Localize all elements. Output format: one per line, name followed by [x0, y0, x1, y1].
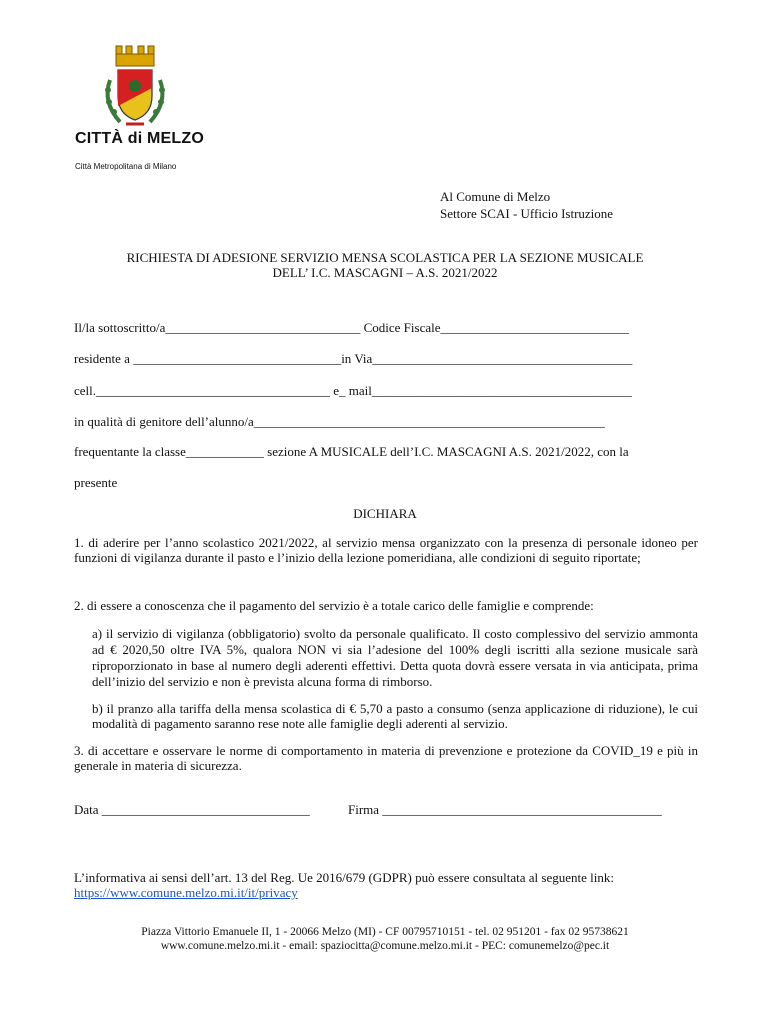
point-3: 3. di accettare e osservare le norme di comportamento in materia di prevenzione e protezione da COVID_19 e più in generale in materia di sicurezza.: [74, 743, 698, 773]
signature-field[interactable]: Firma ___________________________________________: [348, 802, 662, 817]
point-2: 2. di essere a conoscenza che il pagamento del servizio è a totale carico delle famiglie e comprende:: [74, 598, 594, 613]
city-name: CITTÀ di MELZO: [75, 130, 205, 147]
recipient-address: [440, 188, 613, 222]
field-class[interactable]: frequentante la classe____________ sezione A MUSICALE dell’I.C. MASCAGNI A.S. 2021/2022, con la: [74, 444, 629, 459]
coat-of-arms-logo: [96, 40, 174, 132]
coat-of-arms-icon: [96, 40, 174, 132]
point-1: 1. di aderire per l’anno scolastico 2021/2022, al servizio mensa organizzato con la presenza di personale idoneo per funzioni di vigilanza durante il pasto e l’inizio della lezione pomeridiana, alle condizioni di seguito riportate;: [74, 535, 698, 565]
recipient-line-2: Settore SCAI - Ufficio Istruzione: [440, 206, 614, 221]
footer-address: Piazza Vittorio Emanuele II, 1 - 20066 Melzo (MI) - CF 00795710151 - tel. 02 951201 - fax 02 95738621: [141, 926, 629, 938]
footer-contacts: www.comune.melzo.mi.it - email: spaziocitta@comune.melzo.mi.it - PEC: comunemelzo@pec.it: [160, 940, 610, 952]
field-presente: presente: [74, 475, 118, 490]
field-contact[interactable]: cell.____________________________________ e_ mail________________________________________: [74, 383, 632, 398]
dichiara-heading: DICHIARA: [353, 506, 417, 521]
footer: [60, 925, 710, 953]
recipient-line-1: Al Comune di Melzo: [440, 189, 551, 204]
title-line-2: DELL’ I.C. MASCAGNI – A.S. 2021/2022: [272, 265, 498, 280]
city-subtitle: Città Metropolitana di Milano: [75, 162, 177, 171]
privacy-link[interactable]: https://www.comune.melzo.mi.it/it/privacy: [74, 885, 298, 900]
point-2b: b) il pranzo alla tariffa della mensa scolastica di € 5,70 a pasto a consumo (senza applicazione di riduzione), le cui modalità di pagamento saranno rese note alle famiglie degli aderenti al servizio.: [92, 701, 698, 731]
date-field[interactable]: Data ________________________________: [74, 802, 310, 817]
field-student[interactable]: in qualità di genitore dell’alunno/a______________________________________________________: [74, 414, 605, 429]
document-title: [60, 250, 710, 280]
title-line-1: RICHIESTA DI ADESIONE SERVIZIO MENSA SCOLASTICA PER LA SEZIONE MUSICALE: [126, 250, 644, 265]
privacy-text: L’informativa ai sensi dell’art. 13 del Reg. Ue 2016/679 (GDPR) può essere consultata al seguente link:: [74, 870, 614, 885]
point-2a: a) il servizio di vigilanza (obbligatorio) svolto da personale qualificato. Il costo complessivo del servizio ammonta ad € 2020,50 oltre IVA 5%, qualora NON vi sia l’adesione del 100% degli iscritti alla sezione musicale sarà riproporzionato in base al numero degli aderenti effettivi. Detta quota dovrà essere versata in via anticipata, prima dell’inizio del servizio e non è prevista alcuna forma di rimborso.: [92, 626, 698, 689]
privacy-notice: [74, 870, 698, 900]
field-residence[interactable]: residente a ________________________________in Via________________________________________: [74, 351, 633, 366]
field-name-codice-fiscale[interactable]: Il/la sottoscritto/a______________________________ Codice Fiscale_____________________________: [74, 320, 629, 335]
